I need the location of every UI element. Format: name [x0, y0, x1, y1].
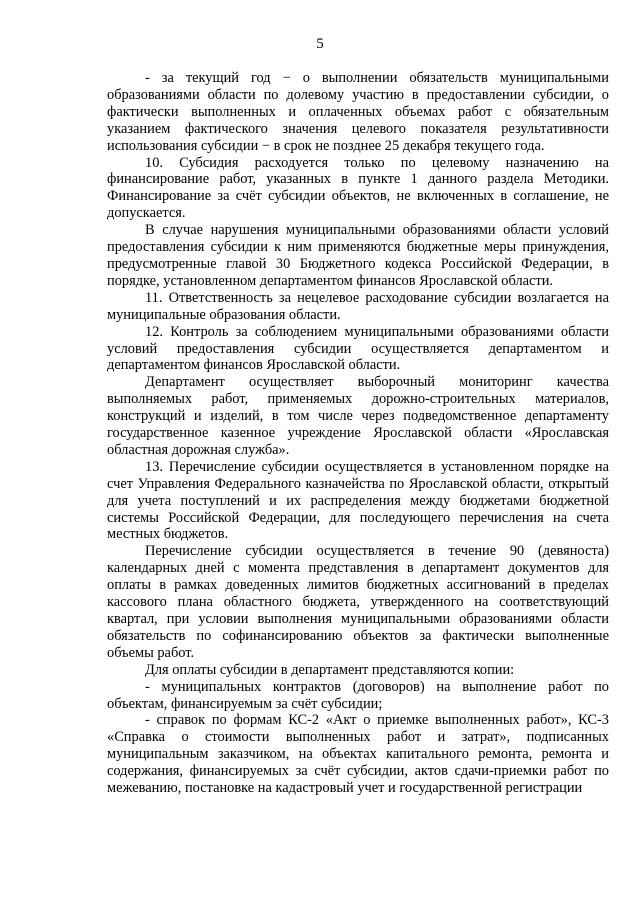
paragraph-current-year-report: - за текущий год − о выполнении обязательств муниципальными образованиями области по долевому участию в предоставлении субсидии, о фактически выполненных и оплаченных объемах работ с обязательным указанием фактического значения целевого показателя результативности использования субсидии − в срок не позднее 25 декабря текущего года. [107, 70, 609, 154]
paragraph-violation-measures: В случае нарушения муниципальными образованиями области условий предоставления субсидии к ним применяются бюджетные меры принуждения, предусмотренные главой 30 Бюджетного кодекса Российской Федерации, в порядке, установленном департаментом финансов Ярославской области. [107, 222, 609, 289]
paragraph-transfer-terms: Перечисление субсидии осуществляется в течение 90 (девяноста) календарных дней с момента представления в департамент документов для оплаты в рамках доведенных лимитов бюджетных ассигнований в пределах кассового плана областного бюджета, утвержденного на соответствующий квартал, при условии выполнения муниципальными образованиями области обязательств по софинансированию объектов за фактически выполненные объемы работ. [107, 543, 609, 661]
paragraph-item-10: 10. Субсидия расходуется только по целевому назначению на финансирование работ, указанных в пункте 1 данного раздела Методики. Финансирование за счёт субсидии объектов, не включенных в соглашение, не допускается. [107, 154, 609, 222]
paragraph-monitoring: Департамент осуществляет выборочный мониторинг качества выполняемых работ, применяемых дорожно-строительных материалов, конструкций и изделий, в том числе через подведомственное департаменту государственное казенное учреждение Ярославской области «Ярославская областная дорожная служба». [107, 374, 609, 458]
paragraph-item-13: 13. Перечисление субсидии осуществляется в установленном порядке на счет Управления Федерального казначейства по Ярославской области, открытый для учета поступлений и их распределения между бюджетами бюджетной системы Российской Федерации, для последующего перечисления на счета местных бюджетов. [107, 458, 609, 543]
paragraph-contracts: - муниципальных контрактов (договоров) на выполнение работ по объектам, финансируемым за счёт субсидии; [107, 678, 609, 712]
paragraph-documents-intro: Для оплаты субсидии в департамент представляются копии: [145, 661, 515, 678]
paragraph-item-12: 12. Контроль за соблюдением муниципальными образованиями области условий предоставления субсидии осуществляется департаментом и департаментом финансов Ярославской области. [107, 323, 609, 374]
document-body [107, 70, 609, 797]
paragraph-forms: - справок по формам КС-2 «Акт о приемке выполненных работ», КС-3 «Справка о стоимости выполненных работ и затрат», подписанных муниципальным заказчиком, на объектах капитального ремонта, ремонта и содержания, финансируемых за счёт субсидии, актов сдачи-приемки работ по межеванию, постановке на кадастровый учет и государственной регистрации [107, 712, 609, 797]
paragraph-item-11: 11. Ответственность за нецелевое расходование субсидии возлагается на муниципальные образования области. [107, 289, 609, 323]
page-number: 5 [316, 36, 324, 52]
